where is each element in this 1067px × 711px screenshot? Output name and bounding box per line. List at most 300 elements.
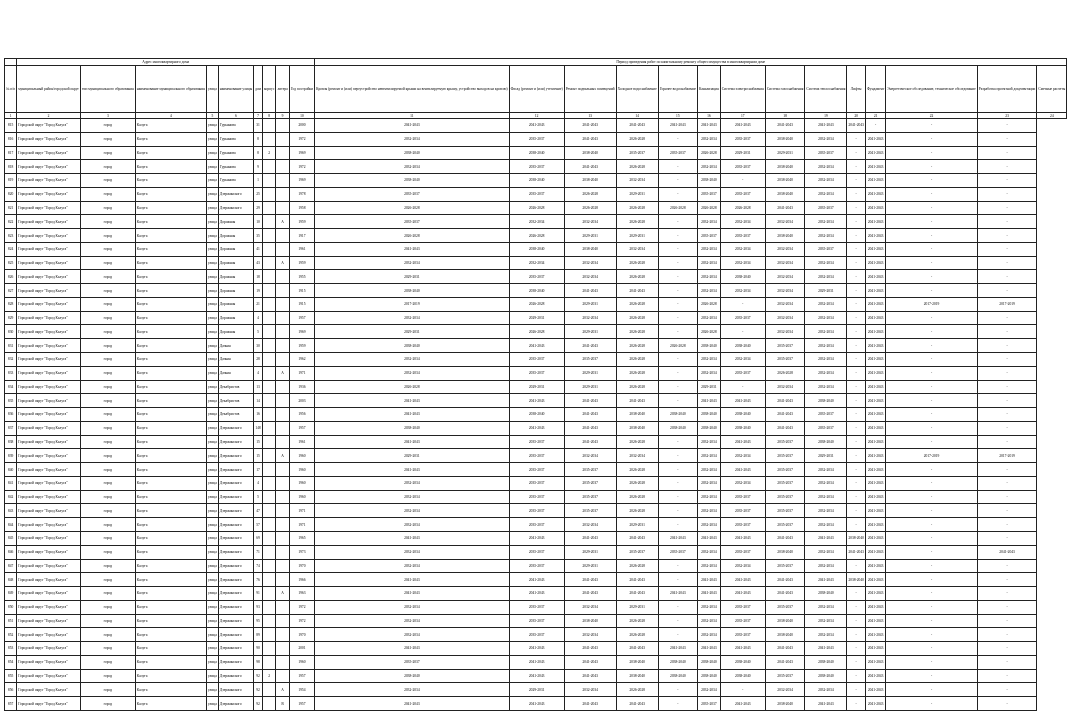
table-cell: 1962 xyxy=(289,353,314,367)
table-cell: 2038-2040 xyxy=(698,408,721,422)
table-cell: - xyxy=(658,160,697,174)
table-cell: 2041-2043 xyxy=(865,531,885,545)
table-cell: Калуга xyxy=(135,297,206,311)
table-cell: 2038-2040 xyxy=(765,229,805,243)
column-number: 14 xyxy=(616,113,658,119)
table-cell: А xyxy=(276,587,289,601)
table-cell: 2041-2043 xyxy=(698,587,721,601)
table-cell xyxy=(262,366,275,380)
table-cell: 2035-2037 xyxy=(720,628,765,642)
table-cell: 2032-2034 xyxy=(315,518,509,532)
table-cell: 2041-2043 xyxy=(509,655,564,669)
table-cell xyxy=(276,614,289,628)
table-cell: 2038-2040 xyxy=(720,408,765,422)
table-cell: 2026-2028 xyxy=(616,339,658,353)
column-number: 17 xyxy=(720,113,765,119)
table-cell: 2026-2028 xyxy=(509,201,564,215)
table-row xyxy=(5,628,1067,642)
table-cell: 2032-2034 xyxy=(698,160,721,174)
table-cell: Городской округ "Город Калуга" xyxy=(17,160,81,174)
table-cell: 2035-2037 xyxy=(658,146,697,160)
table-cell: Дзержинского xyxy=(218,628,253,642)
table-cell: Городской округ "Город Калуга" xyxy=(17,146,81,160)
table-cell: улица xyxy=(206,380,218,394)
table-cell: 2041-2043 xyxy=(865,600,885,614)
table-cell: 2026-2028 xyxy=(698,297,721,311)
table-cell: улица xyxy=(206,642,218,656)
table-cell: 1960 xyxy=(289,463,314,477)
table-cell: - xyxy=(977,353,1037,367)
table-row xyxy=(5,490,1067,504)
table-cell xyxy=(276,394,289,408)
table-cell: - xyxy=(886,655,977,669)
table-cell: улица xyxy=(206,229,218,243)
table-cell: - xyxy=(847,614,866,628)
table-cell: 841 xyxy=(5,476,17,490)
table-cell: город xyxy=(80,642,135,656)
table-cell: Городской округ "Город Калуга" xyxy=(17,669,81,683)
table-cell: 2035-2037 xyxy=(509,132,564,146)
column-header: Система электроснабжения xyxy=(720,66,765,113)
table-cell: город xyxy=(80,380,135,394)
table-cell: 2041-2043 xyxy=(616,642,658,656)
table-cell: улица xyxy=(206,146,218,160)
table-cell: 2035-2037 xyxy=(805,146,847,160)
table-cell: 2035-2037 xyxy=(315,215,509,229)
table-cell: 2041-2043 xyxy=(865,146,885,160)
table-cell: 1961 xyxy=(289,242,314,256)
table-cell: Городской округ "Город Калуга" xyxy=(17,587,81,601)
table-cell: улица xyxy=(206,559,218,573)
table-cell: 2038-2040 xyxy=(315,421,509,435)
table-cell: 2041-2043 xyxy=(509,394,564,408)
table-cell: Дзержинского xyxy=(218,421,253,435)
table-cell: - xyxy=(847,311,866,325)
table-cell: 2041-2043 xyxy=(765,573,805,587)
table-cell: 2032-2034 xyxy=(698,614,721,628)
table-cell: - xyxy=(658,380,697,394)
table-cell: - xyxy=(886,490,977,504)
table-cell: 2041-2043 xyxy=(564,339,616,353)
table-cell: город xyxy=(80,614,135,628)
table-cell: 2026-2028 xyxy=(616,325,658,339)
table-cell: 2041-2043 xyxy=(698,642,721,656)
table-cell: 2029-2031 xyxy=(509,683,564,697)
table-cell xyxy=(276,325,289,339)
table-cell: Городской округ "Город Калуга" xyxy=(17,215,81,229)
column-header: литера xyxy=(276,66,289,113)
table-cell: 855 xyxy=(5,669,17,683)
table-cell xyxy=(262,614,275,628)
table-row xyxy=(5,201,1067,215)
table-row xyxy=(5,229,1067,243)
table-cell xyxy=(276,353,289,367)
table-cell: 1971 xyxy=(289,518,314,532)
table-cell: Декабристов xyxy=(218,394,253,408)
table-cell: улица xyxy=(206,394,218,408)
table-cell: 5 xyxy=(254,490,263,504)
table-row xyxy=(5,642,1067,656)
table-cell xyxy=(262,655,275,669)
table-cell: 93 xyxy=(254,600,263,614)
table-cell: 1969 xyxy=(289,325,314,339)
table-cell: 90 xyxy=(254,642,263,656)
table-cell xyxy=(276,642,289,656)
column-header: Система теплоснабжения xyxy=(805,66,847,113)
table-cell: 2032-2034 xyxy=(698,366,721,380)
table-cell: - xyxy=(847,476,866,490)
table-cell: 2038-2040 xyxy=(509,408,564,422)
table-cell xyxy=(262,339,275,353)
table-cell: - xyxy=(658,311,697,325)
table-cell: - xyxy=(658,476,697,490)
table-cell: - xyxy=(865,119,885,133)
table-cell: 2029-2031 xyxy=(564,229,616,243)
table-cell: 2032-2034 xyxy=(805,187,847,201)
table-cell: 2017-2019 xyxy=(977,449,1037,463)
table-cell: 2032-2034 xyxy=(616,174,658,188)
table-cell: город xyxy=(80,160,135,174)
table-cell: 2041-2043 xyxy=(564,394,616,408)
table-cell: 2041-2043 xyxy=(865,614,885,628)
table-cell: 2026-2028 xyxy=(698,201,721,215)
table-cell: улица xyxy=(206,504,218,518)
table-cell: 2026-2028 xyxy=(616,559,658,573)
table-cell: 857 xyxy=(5,697,17,711)
table-cell: - xyxy=(886,229,977,243)
table-cell: 2035-2037 xyxy=(720,187,765,201)
table-cell: 1978 xyxy=(289,187,314,201)
table-cell: - xyxy=(658,504,697,518)
table-row xyxy=(5,339,1067,353)
table-cell: 2032-2034 xyxy=(315,559,509,573)
table-cell: 2035-2037 xyxy=(720,518,765,532)
table-cell: 2041-2043 xyxy=(865,490,885,504)
table-cell: - xyxy=(886,339,977,353)
table-cell: 2032-2034 xyxy=(698,132,721,146)
table-cell: улица xyxy=(206,132,218,146)
table-cell: улица xyxy=(206,201,218,215)
table-cell: 2032-2034 xyxy=(564,270,616,284)
table-cell: 1957 xyxy=(289,421,314,435)
table-cell: 2032-2034 xyxy=(805,476,847,490)
table-cell: - xyxy=(886,573,977,587)
table-cell: 2029-2031 xyxy=(564,297,616,311)
table-cell: А xyxy=(276,366,289,380)
table-cell: улица xyxy=(206,476,218,490)
table-cell: 2041-2043 xyxy=(564,435,616,449)
table-cell: 2041-2043 xyxy=(765,531,805,545)
table-cell: 2032-2034 xyxy=(720,476,765,490)
table-cell: Дзержинского xyxy=(218,669,253,683)
table-cell: 2035-2037 xyxy=(720,545,765,559)
table-cell: Городской округ "Город Калуга" xyxy=(17,476,81,490)
table-cell: 57 xyxy=(254,518,263,532)
table-cell: 2035-2037 xyxy=(765,600,805,614)
table-cell: Калуга xyxy=(135,435,206,449)
table-cell: 2029-2031 xyxy=(720,146,765,160)
table-cell: - xyxy=(886,311,977,325)
table-cell: Калуга xyxy=(135,380,206,394)
table-cell: 818 xyxy=(5,160,17,174)
table-cell: 92 xyxy=(254,683,263,697)
table-cell: Дзержинского xyxy=(218,490,253,504)
column-number: 21 xyxy=(865,113,885,119)
table-cell: 2041-2043 xyxy=(720,573,765,587)
table-cell: 2041-2043 xyxy=(720,394,765,408)
table-cell: 2041-2043 xyxy=(698,394,721,408)
table-cell: - xyxy=(886,435,977,449)
table-cell: 2041-2043 xyxy=(805,697,847,711)
table-cell: город xyxy=(80,655,135,669)
table-cell: 2041-2043 xyxy=(564,587,616,601)
table-cell: Калуга xyxy=(135,394,206,408)
table-cell: - xyxy=(886,600,977,614)
table-cell: 827 xyxy=(5,284,17,298)
column-header: дом xyxy=(254,66,263,113)
table-cell: 2041-2043 xyxy=(658,119,697,133)
table-cell xyxy=(276,600,289,614)
table-cell: 2035-2037 xyxy=(509,353,564,367)
column-header: Кровля (ремонт и (или) переустройство невентилируемой крыши на вентилируемую крышу, устройство выходов на кровлю) xyxy=(315,66,509,113)
table-cell: - xyxy=(658,174,697,188)
table-row xyxy=(5,174,1067,188)
table-cell: 2038-2040 xyxy=(509,242,564,256)
table-cell: - xyxy=(658,242,697,256)
table-cell: - xyxy=(886,628,977,642)
table-cell: 19 xyxy=(254,284,263,298)
table-cell: 1959 xyxy=(289,339,314,353)
table-cell xyxy=(262,573,275,587)
column-header: Сметные расчеты xyxy=(1037,66,1067,113)
table-row xyxy=(5,449,1067,463)
table-cell: город xyxy=(80,545,135,559)
table-cell xyxy=(276,119,289,133)
table-cell: 95 xyxy=(254,614,263,628)
table-cell: Калуга xyxy=(135,669,206,683)
table-cell: 2041-2043 xyxy=(720,587,765,601)
table-cell: 2026-2028 xyxy=(564,201,616,215)
table-cell: - xyxy=(720,174,765,188)
table-cell: 98 xyxy=(254,655,263,669)
table-cell: 2041-2043 xyxy=(616,119,658,133)
table-cell: - xyxy=(847,284,866,298)
table-cell: 2029-2031 xyxy=(698,380,721,394)
table-cell: город xyxy=(80,119,135,133)
table-cell: 2035-2037 xyxy=(509,435,564,449)
table-cell: - xyxy=(658,284,697,298)
table-cell: 2026-2028 xyxy=(315,201,509,215)
table-cell: 2041-2043 xyxy=(865,587,885,601)
table-cell: - xyxy=(977,242,1037,256)
table-cell: 2041-2043 xyxy=(865,366,885,380)
table-cell: - xyxy=(658,394,697,408)
table-cell: 2038-2040 xyxy=(315,174,509,188)
table-cell: - xyxy=(977,559,1037,573)
table-cell: Калуга xyxy=(135,187,206,201)
column-number: 3 xyxy=(80,113,135,119)
column-header: Система газоснабжения xyxy=(765,66,805,113)
table-cell: 850 xyxy=(5,600,17,614)
table-cell: 2032-2034 xyxy=(315,628,509,642)
table-cell: 28 xyxy=(254,353,263,367)
table-cell: - xyxy=(847,504,866,518)
table-cell: 2038-2040 xyxy=(765,614,805,628)
table-cell: - xyxy=(847,697,866,711)
table-cell: 2041-2043 xyxy=(865,449,885,463)
table-cell xyxy=(276,174,289,188)
table-cell: 837 xyxy=(5,421,17,435)
table-cell: 2035-2037 xyxy=(509,490,564,504)
table-cell: 2041-2043 xyxy=(865,504,885,518)
table-cell: 1972 xyxy=(289,132,314,146)
table-cell: город xyxy=(80,628,135,642)
table-cell: 2038-2040 xyxy=(616,669,658,683)
table-cell: - xyxy=(847,215,866,229)
table-cell: 2041-2043 xyxy=(865,573,885,587)
table-cell: 1965 xyxy=(289,531,314,545)
table-cell: 2035-2037 xyxy=(315,655,509,669)
table-cell: Дзержинского xyxy=(218,683,253,697)
table-cell xyxy=(276,146,289,160)
table-cell: 2041-2043 xyxy=(509,531,564,545)
table-cell xyxy=(262,476,275,490)
table-cell: 2035-2037 xyxy=(509,270,564,284)
table-cell: 824 xyxy=(5,242,17,256)
table-cell: 1957 xyxy=(289,669,314,683)
table-cell: 2041-2043 xyxy=(315,394,509,408)
table-cell: Дзержинского xyxy=(218,201,253,215)
table-cell: 148 xyxy=(254,421,263,435)
table-row xyxy=(5,587,1067,601)
table-cell: - xyxy=(847,669,866,683)
table-cell: 2032-2034 xyxy=(564,518,616,532)
table-cell: Калуга xyxy=(135,614,206,628)
table-cell: 2032-2034 xyxy=(698,683,721,697)
column-number: 8 xyxy=(262,113,275,119)
table-cell: 832 xyxy=(5,353,17,367)
table-cell: 2038-2040 xyxy=(616,421,658,435)
table-cell: - xyxy=(886,476,977,490)
table-cell: Калуга xyxy=(135,683,206,697)
table-cell: город xyxy=(80,669,135,683)
table-cell: - xyxy=(886,697,977,711)
table-cell: Калуга xyxy=(135,256,206,270)
table-cell: 2035-2037 xyxy=(509,545,564,559)
table-cell: - xyxy=(886,380,977,394)
table-cell: Городской округ "Город Калуга" xyxy=(17,132,81,146)
table-cell: 2026-2028 xyxy=(315,380,509,394)
table-cell: 822 xyxy=(5,215,17,229)
table-cell: Городской округ "Город Калуга" xyxy=(17,504,81,518)
table-cell: 2041-2043 xyxy=(865,463,885,477)
table-cell xyxy=(276,463,289,477)
table-cell: 1 xyxy=(254,174,263,188)
table-cell: - xyxy=(977,270,1037,284)
table-cell: - xyxy=(847,242,866,256)
table-cell: 2041-2043 xyxy=(509,339,564,353)
table-cell: 2032-2034 xyxy=(698,449,721,463)
table-cell: 2035-2037 xyxy=(509,366,564,380)
table-cell: - xyxy=(658,366,697,380)
table-cell: Городской округ "Город Калуга" xyxy=(17,119,81,133)
table-cell: 2041-2043 xyxy=(865,642,885,656)
table-cell: 2038-2040 xyxy=(564,146,616,160)
table-cell: 2032-2034 xyxy=(765,256,805,270)
table-cell xyxy=(262,160,275,174)
table-cell: Калуга xyxy=(135,545,206,559)
table-cell: Дзержинского xyxy=(218,614,253,628)
table-cell: Городской округ "Город Калуга" xyxy=(17,311,81,325)
table-cell: 1955 xyxy=(289,270,314,284)
table-cell: 819 xyxy=(5,174,17,188)
table-cell: город xyxy=(80,421,135,435)
table-cell xyxy=(276,421,289,435)
table-cell: 2041-2043 xyxy=(865,394,885,408)
table-cell: 2032-2034 xyxy=(720,559,765,573)
table-cell: 2032-2034 xyxy=(315,366,509,380)
table-cell: 1970 xyxy=(289,559,314,573)
table-cell: - xyxy=(977,518,1037,532)
table-cell: Городской округ "Город Калуга" xyxy=(17,408,81,422)
table-cell: 1959 xyxy=(289,215,314,229)
table-cell: 2038-2040 xyxy=(315,339,509,353)
table-cell xyxy=(276,229,289,243)
table-cell: - xyxy=(720,683,765,697)
table-row xyxy=(5,270,1067,284)
table-cell: - xyxy=(977,628,1037,642)
table-cell: 2032-2034 xyxy=(805,614,847,628)
table-cell: - xyxy=(977,421,1037,435)
table-cell: 76 xyxy=(254,573,263,587)
table-cell: город xyxy=(80,435,135,449)
table-cell: - xyxy=(658,600,697,614)
table-cell: Городской округ "Город Калуга" xyxy=(17,366,81,380)
table-cell: 2038-2040 xyxy=(765,174,805,188)
table-cell: 2032-2034 xyxy=(509,256,564,270)
table-cell: Городской округ "Город Калуга" xyxy=(17,545,81,559)
table-cell: 91 xyxy=(254,587,263,601)
table-cell: 2032-2034 xyxy=(564,628,616,642)
table-cell: 2032-2034 xyxy=(765,297,805,311)
table-cell: 2032-2034 xyxy=(805,270,847,284)
column-number: 7 xyxy=(254,113,263,119)
table-cell: 2038-2040 xyxy=(509,284,564,298)
table-cell: 25 xyxy=(254,187,263,201)
table-cell: - xyxy=(847,339,866,353)
table-cell: - xyxy=(886,242,977,256)
table-cell: 2032-2034 xyxy=(765,284,805,298)
table-cell: 2038-2040 xyxy=(805,587,847,601)
table-cell: 815 xyxy=(5,119,17,133)
table-cell: 2038-2040 xyxy=(658,408,697,422)
table-cell: улица xyxy=(206,628,218,642)
table-cell: 92 xyxy=(254,669,263,683)
table-cell: город xyxy=(80,490,135,504)
column-number: 11 xyxy=(315,113,509,119)
table-cell: 2026-2028 xyxy=(616,297,658,311)
table-cell: 2032-2034 xyxy=(720,256,765,270)
table-cell: 1966 xyxy=(289,573,314,587)
table-cell: - xyxy=(977,504,1037,518)
table-cell: 840 xyxy=(5,463,17,477)
table-cell: улица xyxy=(206,256,218,270)
table-cell: Дорожная xyxy=(218,256,253,270)
table-cell: 2026-2028 xyxy=(616,435,658,449)
table-cell: 2032-2034 xyxy=(765,215,805,229)
table-row xyxy=(5,614,1067,628)
table-cell: 2026-2028 xyxy=(658,201,697,215)
